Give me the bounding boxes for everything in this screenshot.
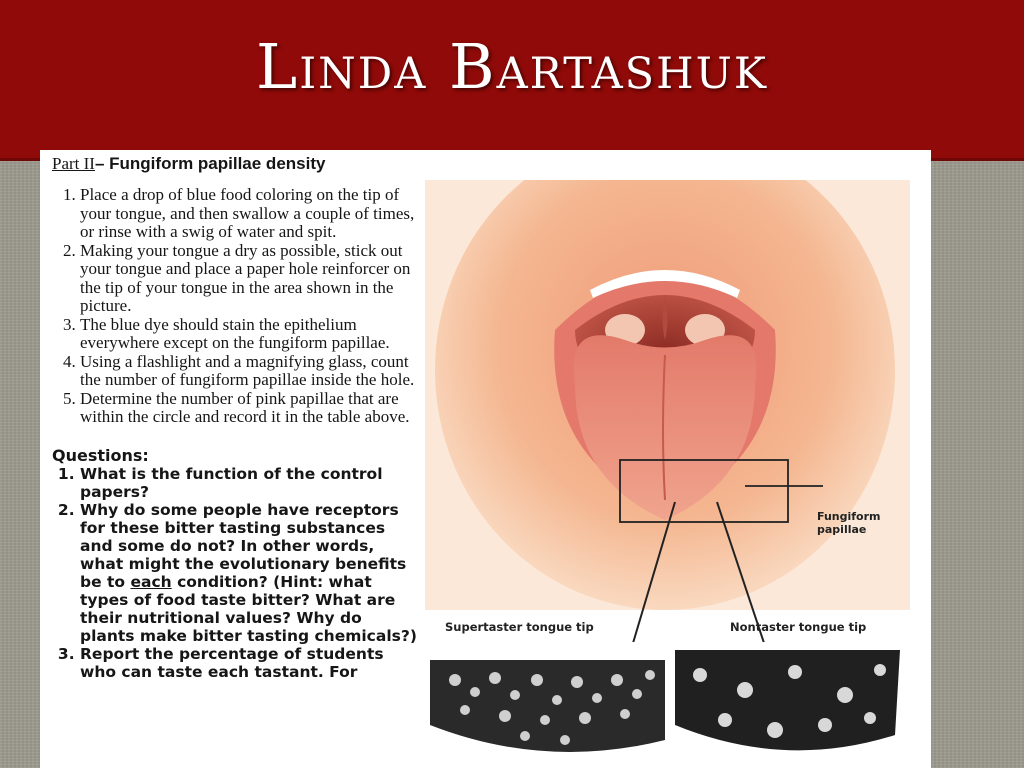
question-item [80,501,420,645]
part-label: Part II [52,154,95,173]
step-item: 2. Making your tongue a dry as possible, stick out your tongue and place a paper hole reinforcer on the tip of your tongue in the area shown in the picture. [80,242,420,316]
nontaster-label: Nontaster tongue tip [730,620,867,634]
step-item: 1. Place a drop of blue food coloring on the tip of your tongue, and then swallow a couple of times, or rinse with a swig of water and spit. [80,186,420,242]
part-title: – Fungiform papillae density [94,154,326,173]
mouth-illustration [425,180,910,765]
question-2-part-a: Why do some people have receptors for these bitter tasting substances and some do not? In other words, what might the evolutionary benefits be to [80,500,407,591]
question-2-emphasis: each [130,572,172,591]
part-heading [52,154,420,174]
questions-list [48,465,420,681]
fungiform-callout: Fungiform papillae [817,510,881,536]
steps-list [48,186,420,427]
question-2-part-c: condition? (Hint: what types of food taste bitter? What are their nutritional values? Why do plants make bitter tasting chemicals?) [80,572,417,645]
question-item: 1. What is the function of the control papers? [80,465,420,501]
worksheet-text [48,154,420,768]
step-item: 5. Determine the number of pink papillae that are within the circle and record it in the table above. [80,390,420,427]
slide-title: Linda Bartashuk [256,30,768,103]
step-item: 4. Using a flashlight and a magnifying glass, count the number of fungiform papillae inside the hole. [80,353,420,390]
tongue-figure [425,180,910,765]
supertaster-label: Supertaster tongue tip [445,620,594,634]
content-panel [40,150,931,768]
step-item: 3. The blue dye should stain the epithelium everywhere except on the fungiform papillae. [80,316,420,353]
question-item: 3. Report the percentage of students who can taste each tastant. For [80,645,420,681]
title-bar [0,0,1024,161]
questions-heading: Questions: [52,445,149,465]
nontaster-micrograph [675,650,900,750]
